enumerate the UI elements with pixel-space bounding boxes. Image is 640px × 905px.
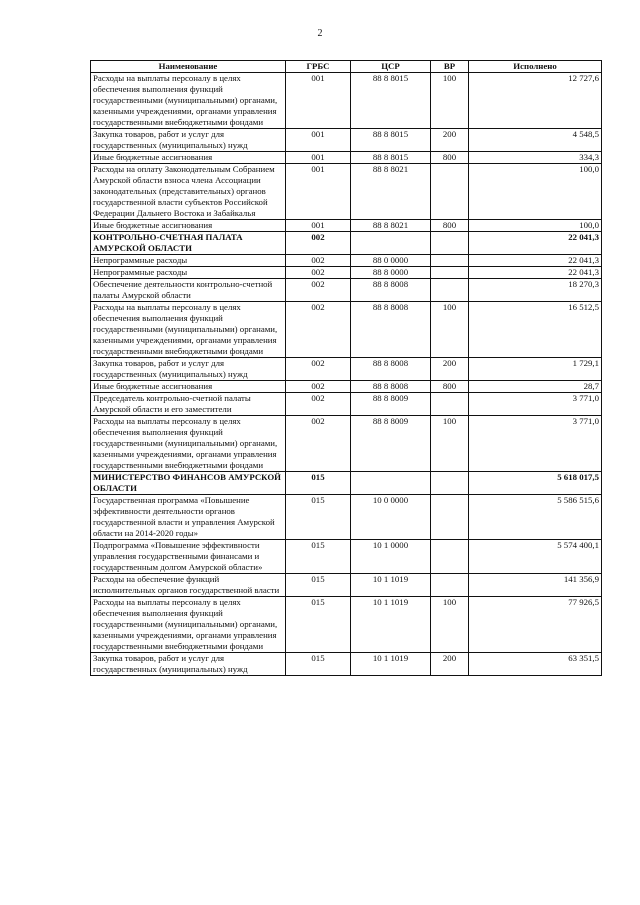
cell-vr [431,574,469,597]
cell-grbs: 015 [286,495,351,540]
table-row [91,416,602,472]
cell-grbs: 002 [286,267,351,279]
cell-executed: 63 351,5 [469,653,602,676]
cell-executed: 5 574 400,1 [469,540,602,574]
table-row [91,164,602,220]
cell-name: Расходы на оплату Законодательным Собранием Амурской области взноса члена Ассоциации законодательных (представительных) органов государственной власти субъектов Российской Федерации Дальнего Востока и Забайкалья [91,164,286,220]
budget-table [90,60,602,676]
cell-vr: 100 [431,73,469,129]
cell-vr: 100 [431,302,469,358]
cell-executed: 77 926,5 [469,597,602,653]
cell-executed: 22 041,3 [469,267,602,279]
table-row [91,393,602,416]
cell-grbs: 002 [286,232,351,255]
table-header-row [91,61,602,73]
cell-csr: 88 8 8015 [351,73,431,129]
cell-vr: 800 [431,381,469,393]
cell-name: Иные бюджетные ассигнования [91,152,286,164]
cell-vr [431,255,469,267]
cell-name: Подпрограмма «Повышение эффективности управления государственными финансами и государственным долгом Амурской области» [91,540,286,574]
cell-csr: 88 8 8008 [351,279,431,302]
cell-name: Закупка товаров, работ и услуг для государственных (муниципальных) нужд [91,129,286,152]
table-row [91,574,602,597]
cell-vr [431,495,469,540]
cell-grbs: 015 [286,472,351,495]
cell-name: Иные бюджетные ассигнования [91,381,286,393]
cell-grbs: 015 [286,574,351,597]
table-row [91,152,602,164]
cell-csr: 88 8 8008 [351,302,431,358]
cell-executed: 16 512,5 [469,302,602,358]
cell-grbs: 002 [286,302,351,358]
cell-csr [351,472,431,495]
table-row [91,73,602,129]
cell-name: Расходы на выплаты персоналу в целях обеспечения выполнения функций государственными (муниципальными) органами, казенными учреждениями, органами управления государственными внебюджетными фондами [91,73,286,129]
cell-name: КОНТРОЛЬНО-СЧЕТНАЯ ПАЛАТА АМУРСКОЙ ОБЛАСТИ [91,232,286,255]
cell-name: Расходы на выплаты персоналу в целях обеспечения выполнения функций государственными (муниципальными) органами, казенными учреждениями, органами управления государственными внебюджетными фондами [91,597,286,653]
cell-grbs: 002 [286,279,351,302]
table-row [91,232,602,255]
page-number: 2 [317,28,323,39]
cell-vr: 800 [431,152,469,164]
cell-csr: 10 0 0000 [351,495,431,540]
cell-grbs: 015 [286,597,351,653]
cell-name: Закупка товаров, работ и услуг для государственных (муниципальных) нужд [91,358,286,381]
cell-executed: 1 729,1 [469,358,602,381]
cell-grbs: 015 [286,653,351,676]
header-executed: Исполнено [469,61,602,73]
cell-name: Расходы на выплаты персоналу в целях обеспечения выполнения функций государственными (муниципальными) органами, казенными учреждениями, органами управления государственными внебюджетными фондами [91,302,286,358]
table-body [91,73,602,676]
cell-vr: 200 [431,129,469,152]
cell-vr: 100 [431,416,469,472]
cell-csr: 10 1 1019 [351,597,431,653]
cell-executed: 28,7 [469,381,602,393]
cell-grbs: 002 [286,416,351,472]
table-row [91,597,602,653]
cell-executed: 100,0 [469,164,602,220]
cell-name: Иные бюджетные ассигнования [91,220,286,232]
cell-executed: 5 618 017,5 [469,472,602,495]
cell-grbs: 002 [286,381,351,393]
cell-name: Непрограммные расходы [91,255,286,267]
table-row [91,302,602,358]
cell-vr [431,279,469,302]
cell-name: Расходы на выплаты персоналу в целях обеспечения выполнения функций государственными (муниципальными) органами, казенными учреждениями, органами управления государственными внебюджетными фондами [91,416,286,472]
cell-grbs: 001 [286,220,351,232]
cell-vr: 100 [431,597,469,653]
cell-executed: 4 548,5 [469,129,602,152]
cell-name: Председатель контрольно-счетной палаты Амурской области и его заместители [91,393,286,416]
cell-vr [431,393,469,416]
cell-csr: 88 8 8015 [351,129,431,152]
table-row [91,267,602,279]
cell-csr: 88 8 8015 [351,152,431,164]
header-vr: ВР [431,61,469,73]
cell-csr: 88 8 8008 [351,381,431,393]
cell-grbs: 001 [286,73,351,129]
cell-executed: 334,3 [469,152,602,164]
cell-grbs: 001 [286,129,351,152]
table-row [91,255,602,267]
cell-executed: 12 727,6 [469,73,602,129]
cell-vr [431,164,469,220]
cell-grbs: 002 [286,393,351,416]
cell-name: МИНИСТЕРСТВО ФИНАНСОВ АМУРСКОЙ ОБЛАСТИ [91,472,286,495]
table-row [91,279,602,302]
cell-vr [431,267,469,279]
header-name: Наименование [91,61,286,73]
table-row [91,358,602,381]
table-row [91,472,602,495]
cell-name: Непрограммные расходы [91,267,286,279]
cell-csr: 10 1 1019 [351,574,431,597]
cell-grbs: 001 [286,152,351,164]
header-grbs: ГРБС [286,61,351,73]
cell-name: Закупка товаров, работ и услуг для государственных (муниципальных) нужд [91,653,286,676]
cell-csr: 88 8 8008 [351,358,431,381]
cell-name: Расходы на обеспечение функций исполнительных органов государственной власти [91,574,286,597]
table-row [91,220,602,232]
cell-name: Обеспечение деятельности контрольно-счетной палаты Амурской области [91,279,286,302]
cell-grbs: 001 [286,164,351,220]
cell-executed: 22 041,3 [469,255,602,267]
cell-csr: 88 8 8009 [351,416,431,472]
cell-csr: 88 0 0000 [351,255,431,267]
cell-executed: 3 771,0 [469,393,602,416]
cell-executed: 18 270,3 [469,279,602,302]
cell-executed: 141 356,9 [469,574,602,597]
cell-csr: 88 8 8021 [351,164,431,220]
cell-csr: 10 1 1019 [351,653,431,676]
header-csr: ЦСР [351,61,431,73]
cell-name: Государственная программа «Повышение эффективности деятельности органов государственной власти и управления Амурской области на 2014-2020 годы» [91,495,286,540]
cell-vr: 200 [431,358,469,381]
cell-grbs: 002 [286,255,351,267]
table-row [91,653,602,676]
cell-vr: 200 [431,653,469,676]
cell-vr [431,232,469,255]
cell-csr: 88 8 0000 [351,267,431,279]
cell-csr: 88 8 8021 [351,220,431,232]
cell-grbs: 015 [286,540,351,574]
cell-executed: 100,0 [469,220,602,232]
cell-executed: 5 586 515,6 [469,495,602,540]
cell-executed: 3 771,0 [469,416,602,472]
cell-csr [351,232,431,255]
cell-csr: 88 8 8009 [351,393,431,416]
cell-vr [431,472,469,495]
table-row [91,540,602,574]
table-row [91,495,602,540]
cell-grbs: 002 [286,358,351,381]
cell-executed: 22 041,3 [469,232,602,255]
cell-csr: 10 1 0000 [351,540,431,574]
cell-vr: 800 [431,220,469,232]
table-row [91,381,602,393]
table-row [91,129,602,152]
cell-vr [431,540,469,574]
